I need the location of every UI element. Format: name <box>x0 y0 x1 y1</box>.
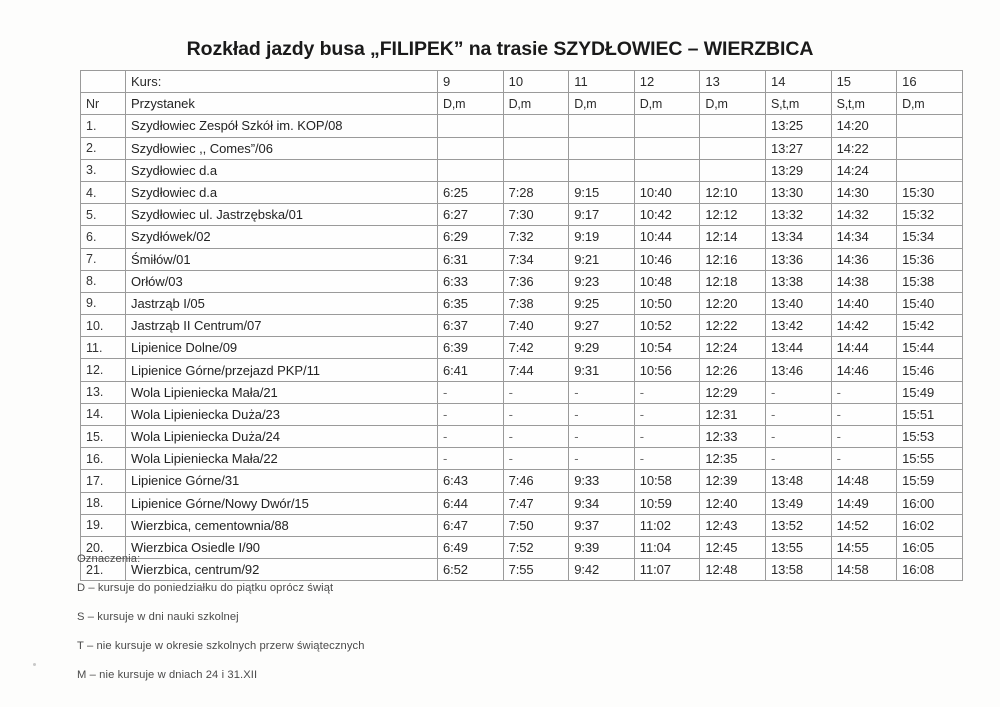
course-code-16: D,m <box>897 93 963 115</box>
legend-entry: T – nie kursuje w okresie szkolnych przerw świątecznych <box>77 640 365 652</box>
departure-time: - <box>831 403 897 425</box>
departure-time: 12:31 <box>700 403 766 425</box>
departure-time: 13:29 <box>765 159 831 181</box>
departure-time: 14:49 <box>831 492 897 514</box>
departure-time: 7:28 <box>503 181 569 203</box>
departure-time: 9:39 <box>569 536 635 558</box>
departure-time: 14:38 <box>831 270 897 292</box>
departure-time: 12:14 <box>700 226 766 248</box>
stop-name: Lipienice Górne/przejazd PKP/11 <box>126 359 438 381</box>
departure-time: 6:49 <box>438 536 504 558</box>
table-row <box>81 292 963 314</box>
stop-name: Szydłówek/02 <box>126 226 438 248</box>
departure-time: 9:42 <box>569 559 635 581</box>
departure-time <box>634 137 700 159</box>
row-number: 2. <box>81 137 126 159</box>
departure-time: - <box>634 381 700 403</box>
table-row <box>81 115 963 137</box>
departure-time: - <box>634 448 700 470</box>
stop-name: Wola Lipieniecka Duża/23 <box>126 403 438 425</box>
departure-time: 15:59 <box>897 470 963 492</box>
departure-time: 7:52 <box>503 536 569 558</box>
departure-time: 13:34 <box>765 226 831 248</box>
legend-heading: Oznaczenia: <box>77 553 141 565</box>
departure-time: 14:44 <box>831 337 897 359</box>
departure-time: - <box>765 448 831 470</box>
departure-time: 6:37 <box>438 315 504 337</box>
departure-time: 15:49 <box>897 381 963 403</box>
departure-time <box>569 159 635 181</box>
column-header-nr: Nr <box>81 93 126 115</box>
table-row <box>81 470 963 492</box>
departure-time: 9:23 <box>569 270 635 292</box>
departure-time: 15:55 <box>897 448 963 470</box>
departure-time <box>700 115 766 137</box>
course-number-14: 14 <box>765 71 831 93</box>
row-number: 17. <box>81 470 126 492</box>
departure-time: 6:31 <box>438 248 504 270</box>
legend-entry: D – kursuje do poniedziałku do piątku oprócz świąt <box>77 582 334 594</box>
course-code-14: S,t,m <box>765 93 831 115</box>
row-number: 13. <box>81 381 126 403</box>
table-row <box>81 448 963 470</box>
departure-time: 7:32 <box>503 226 569 248</box>
departure-time: 6:41 <box>438 359 504 381</box>
table-row <box>81 137 963 159</box>
course-code-13: D,m <box>700 93 766 115</box>
departure-time: 15:53 <box>897 426 963 448</box>
stop-name: Wierzbica, centrum/92 <box>126 559 438 581</box>
departure-time: 6:52 <box>438 559 504 581</box>
departure-time: 10:40 <box>634 181 700 203</box>
departure-time: 9:34 <box>569 492 635 514</box>
departure-time: 12:18 <box>700 270 766 292</box>
departure-time: 10:46 <box>634 248 700 270</box>
departure-time <box>634 159 700 181</box>
departure-time <box>897 115 963 137</box>
departure-time: - <box>503 426 569 448</box>
departure-time: 16:05 <box>897 536 963 558</box>
departure-time: 16:02 <box>897 514 963 536</box>
departure-time: 6:39 <box>438 337 504 359</box>
departure-time: 9:25 <box>569 292 635 314</box>
table-row <box>81 381 963 403</box>
departure-time: 14:30 <box>831 181 897 203</box>
row-number: 21. <box>81 559 126 581</box>
course-code-11: D,m <box>569 93 635 115</box>
stop-name: Szydłowiec d.a <box>126 181 438 203</box>
departure-time: 15:40 <box>897 292 963 314</box>
departure-time <box>634 115 700 137</box>
stop-name: Jastrząb I/05 <box>126 292 438 314</box>
departure-time <box>503 137 569 159</box>
departure-time: - <box>831 381 897 403</box>
row-number: 11. <box>81 337 126 359</box>
departure-time <box>569 137 635 159</box>
stop-name: Wierzbica, cementownia/88 <box>126 514 438 536</box>
course-number-row <box>81 71 963 93</box>
row-number: 10. <box>81 315 126 337</box>
departure-time: - <box>569 403 635 425</box>
departure-time: 14:24 <box>831 159 897 181</box>
departure-time: 14:22 <box>831 137 897 159</box>
stop-name: Szydłowiec d.a <box>126 159 438 181</box>
departure-time: 6:44 <box>438 492 504 514</box>
departure-time: 12:39 <box>700 470 766 492</box>
row-number: 7. <box>81 248 126 270</box>
departure-time: 7:50 <box>503 514 569 536</box>
departure-time: 9:19 <box>569 226 635 248</box>
course-code-10: D,m <box>503 93 569 115</box>
departure-time <box>503 115 569 137</box>
departure-time <box>897 159 963 181</box>
row-number: 9. <box>81 292 126 314</box>
table-row <box>81 270 963 292</box>
stop-name: Szydłowiec Zespół Szkół im. KOP/08 <box>126 115 438 137</box>
departure-time: 12:24 <box>700 337 766 359</box>
departure-time: 14:40 <box>831 292 897 314</box>
row-number: 16. <box>81 448 126 470</box>
stop-name: Szydłowiec ul. Jastrzębska/01 <box>126 204 438 226</box>
departure-time: 6:25 <box>438 181 504 203</box>
departure-time: 11:04 <box>634 536 700 558</box>
departure-time: 9:31 <box>569 359 635 381</box>
departure-time: - <box>765 381 831 403</box>
departure-time: 13:38 <box>765 270 831 292</box>
stop-name: Lipienice Górne/Nowy Dwór/15 <box>126 492 438 514</box>
departure-time: 12:45 <box>700 536 766 558</box>
departure-time: 7:47 <box>503 492 569 514</box>
departure-time: 14:32 <box>831 204 897 226</box>
departure-time: 12:12 <box>700 204 766 226</box>
departure-time: - <box>503 381 569 403</box>
departure-time: 12:33 <box>700 426 766 448</box>
row-number: 20. <box>81 536 126 558</box>
column-header-stop: Przystanek <box>126 93 438 115</box>
departure-time: 14:34 <box>831 226 897 248</box>
table-row <box>81 159 963 181</box>
departure-time: - <box>569 381 635 403</box>
departure-time: 15:44 <box>897 337 963 359</box>
table-row <box>81 492 963 514</box>
legend-entry: M – nie kursuje w dniach 24 i 31.XII <box>77 669 258 681</box>
departure-time: 10:44 <box>634 226 700 248</box>
departure-time: 14:55 <box>831 536 897 558</box>
departure-time: - <box>569 448 635 470</box>
stop-name: Wola Lipieniecka Mała/21 <box>126 381 438 403</box>
departure-time: 6:47 <box>438 514 504 536</box>
departure-time: - <box>438 448 504 470</box>
departure-time: 14:42 <box>831 315 897 337</box>
stop-name: Lipienice Dolne/09 <box>126 337 438 359</box>
departure-time: 7:34 <box>503 248 569 270</box>
departure-time <box>438 159 504 181</box>
departure-time: - <box>438 403 504 425</box>
departure-time: 6:43 <box>438 470 504 492</box>
departure-time: 10:59 <box>634 492 700 514</box>
departure-time: 12:16 <box>700 248 766 270</box>
departure-time: 6:35 <box>438 292 504 314</box>
departure-time: 15:46 <box>897 359 963 381</box>
stop-name: Wola Lipieniecka Mała/22 <box>126 448 438 470</box>
row-number: 18. <box>81 492 126 514</box>
departure-time: 9:33 <box>569 470 635 492</box>
course-number-11: 11 <box>569 71 635 93</box>
departure-time: 6:27 <box>438 204 504 226</box>
departure-time: 15:38 <box>897 270 963 292</box>
row-number: 12. <box>81 359 126 381</box>
table-row <box>81 204 963 226</box>
departure-time: 12:20 <box>700 292 766 314</box>
row-number: 5. <box>81 204 126 226</box>
departure-time: 12:35 <box>700 448 766 470</box>
course-number-15: 15 <box>831 71 897 93</box>
legend-entries <box>77 582 677 681</box>
stop-name: Wierzbica Osiedle I/90 <box>126 536 438 558</box>
page-title: Rozkład jazdy busa „FILIPEK” na trasie SZYDŁOWIEC – WIERZBICA <box>186 38 814 60</box>
table-row <box>81 315 963 337</box>
row-number: 15. <box>81 426 126 448</box>
stop-name: Wola Lipieniecka Duża/24 <box>126 426 438 448</box>
departure-time: 7:36 <box>503 270 569 292</box>
departure-time: - <box>831 448 897 470</box>
departure-time: 11:07 <box>634 559 700 581</box>
departure-time: 13:46 <box>765 359 831 381</box>
stop-name: Jastrząb II Centrum/07 <box>126 315 438 337</box>
departure-time: 12:40 <box>700 492 766 514</box>
departure-time: 13:49 <box>765 492 831 514</box>
departure-time: 10:48 <box>634 270 700 292</box>
departure-time: 7:44 <box>503 359 569 381</box>
course-code-12: D,m <box>634 93 700 115</box>
row-number: 1. <box>81 115 126 137</box>
departure-time <box>503 159 569 181</box>
departure-time: 15:42 <box>897 315 963 337</box>
course-number-16: 16 <box>897 71 963 93</box>
departure-time: 15:34 <box>897 226 963 248</box>
departure-time: 16:00 <box>897 492 963 514</box>
departure-time: 10:54 <box>634 337 700 359</box>
timetable-body <box>81 115 963 581</box>
departure-time: 13:52 <box>765 514 831 536</box>
departure-time <box>700 137 766 159</box>
table-row <box>81 514 963 536</box>
departure-time: 12:10 <box>700 181 766 203</box>
table-row <box>81 426 963 448</box>
departure-time: 7:30 <box>503 204 569 226</box>
departure-time: 7:46 <box>503 470 569 492</box>
departure-time: 14:48 <box>831 470 897 492</box>
header-spacer-nr <box>81 71 126 93</box>
departure-time <box>897 137 963 159</box>
departure-time: - <box>634 426 700 448</box>
table-row <box>81 248 963 270</box>
departure-time: 6:29 <box>438 226 504 248</box>
departure-time: 13:27 <box>765 137 831 159</box>
departure-time: 15:51 <box>897 403 963 425</box>
kurs-label: Kurs: <box>126 71 438 93</box>
row-number: 6. <box>81 226 126 248</box>
departure-time: 7:42 <box>503 337 569 359</box>
departure-time: 10:58 <box>634 470 700 492</box>
departure-time: 15:32 <box>897 204 963 226</box>
departure-time: 9:27 <box>569 315 635 337</box>
stop-name: Orłów/03 <box>126 270 438 292</box>
departure-time: - <box>831 426 897 448</box>
departure-time: 9:15 <box>569 181 635 203</box>
table-row <box>81 359 963 381</box>
departure-time: 15:36 <box>897 248 963 270</box>
departure-time <box>700 159 766 181</box>
departure-time: 7:55 <box>503 559 569 581</box>
course-code-row <box>81 93 963 115</box>
departure-time: 14:52 <box>831 514 897 536</box>
legend-entry: S – kursuje w dni nauki szkolnej <box>77 611 239 623</box>
departure-time: 6:33 <box>438 270 504 292</box>
row-number: 19. <box>81 514 126 536</box>
departure-time: 13:42 <box>765 315 831 337</box>
departure-time: - <box>765 426 831 448</box>
departure-time: 12:29 <box>700 381 766 403</box>
departure-time: 14:36 <box>831 248 897 270</box>
departure-time: 10:52 <box>634 315 700 337</box>
table-row <box>81 403 963 425</box>
stop-name: Szydłowiec ,, Comes”/06 <box>126 137 438 159</box>
scan-artifact <box>33 663 36 666</box>
departure-time: 14:20 <box>831 115 897 137</box>
stop-name: Lipienice Górne/31 <box>126 470 438 492</box>
departure-time: - <box>438 381 504 403</box>
legend <box>77 553 677 698</box>
departure-time: 10:56 <box>634 359 700 381</box>
departure-time: 13:36 <box>765 248 831 270</box>
course-code-15: S,t,m <box>831 93 897 115</box>
departure-time: 13:32 <box>765 204 831 226</box>
timetable <box>80 70 963 581</box>
departure-time: 14:46 <box>831 359 897 381</box>
departure-time: 13:55 <box>765 536 831 558</box>
departure-time: 12:22 <box>700 315 766 337</box>
row-number: 3. <box>81 159 126 181</box>
departure-time: 13:25 <box>765 115 831 137</box>
departure-time: 15:30 <box>897 181 963 203</box>
row-number: 4. <box>81 181 126 203</box>
departure-time: 12:26 <box>700 359 766 381</box>
departure-time <box>569 115 635 137</box>
departure-time: - <box>503 448 569 470</box>
departure-time: 13:40 <box>765 292 831 314</box>
departure-time: - <box>438 426 504 448</box>
departure-time: 7:40 <box>503 315 569 337</box>
departure-time: 9:37 <box>569 514 635 536</box>
row-number: 14. <box>81 403 126 425</box>
departure-time: 9:29 <box>569 337 635 359</box>
table-row <box>81 181 963 203</box>
table-row <box>81 226 963 248</box>
stop-name: Śmiłów/01 <box>126 248 438 270</box>
course-number-13: 13 <box>700 71 766 93</box>
departure-time: - <box>765 403 831 425</box>
departure-time: 11:02 <box>634 514 700 536</box>
departure-time: 12:48 <box>700 559 766 581</box>
departure-time: 13:30 <box>765 181 831 203</box>
departure-time: 13:48 <box>765 470 831 492</box>
departure-time: - <box>569 426 635 448</box>
departure-time <box>438 115 504 137</box>
departure-time: 9:17 <box>569 204 635 226</box>
course-number-10: 10 <box>503 71 569 93</box>
departure-time: 13:44 <box>765 337 831 359</box>
departure-time <box>438 137 504 159</box>
table-row <box>81 337 963 359</box>
course-code-9: D,m <box>438 93 504 115</box>
row-number: 8. <box>81 270 126 292</box>
departure-time: 7:38 <box>503 292 569 314</box>
departure-time: - <box>503 403 569 425</box>
departure-time: 16:08 <box>897 559 963 581</box>
departure-time: 14:58 <box>831 559 897 581</box>
departure-time: - <box>634 403 700 425</box>
departure-time: 13:58 <box>765 559 831 581</box>
departure-time: 12:43 <box>700 514 766 536</box>
timetable-header <box>81 71 963 115</box>
departure-time: 10:50 <box>634 292 700 314</box>
departure-time: 9:21 <box>569 248 635 270</box>
departure-time: 10:42 <box>634 204 700 226</box>
course-number-12: 12 <box>634 71 700 93</box>
course-number-9: 9 <box>438 71 504 93</box>
